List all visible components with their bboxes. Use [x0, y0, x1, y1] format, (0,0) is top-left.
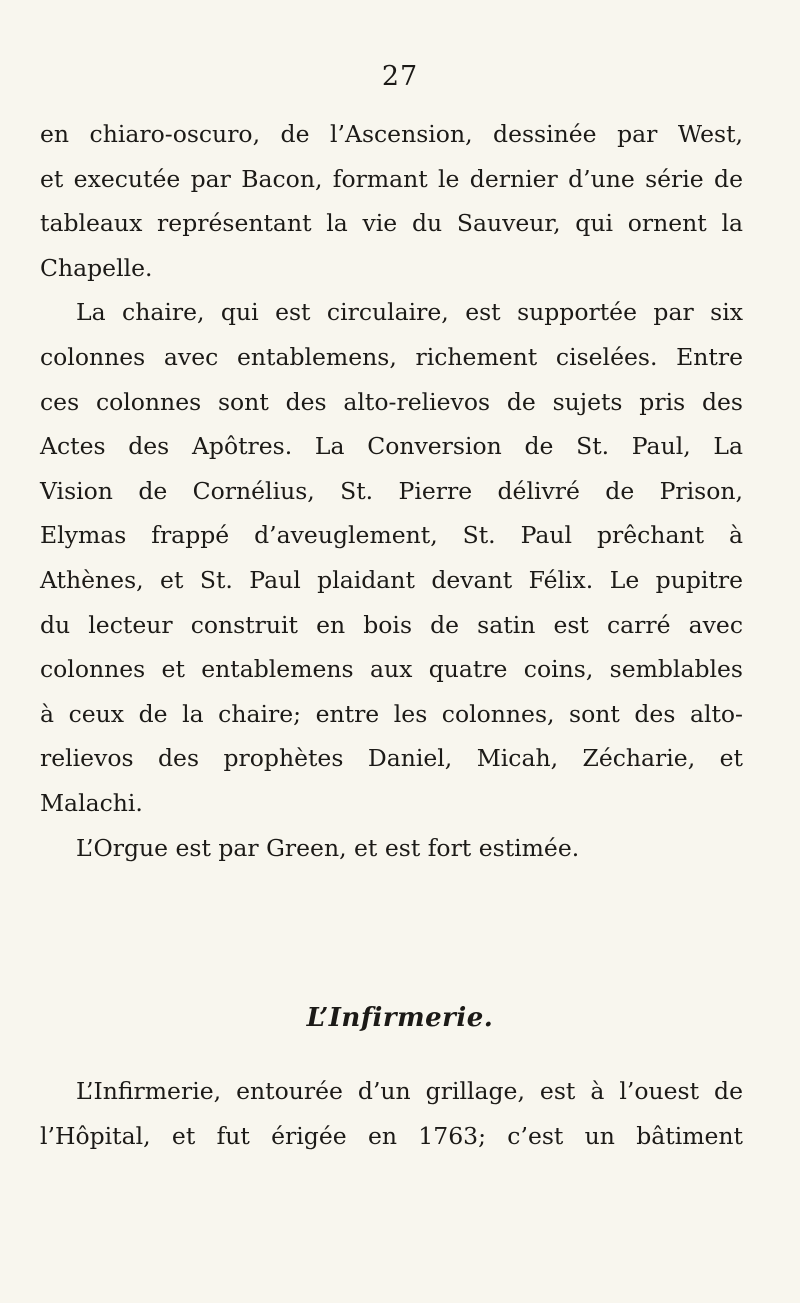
text-line: Chapelle. [40, 253, 153, 282]
text-line: à ceux de la chaire; entre les colonnes, sont des alto- [40, 699, 743, 728]
page-number: 27 [381, 61, 419, 92]
text-line: et executée par Bacon, formant le dernier d’une série de [40, 164, 743, 193]
text-line: tableaux représentant la vie du Sauveur, qui ornent la [40, 209, 743, 238]
paragraph-infirmerie [40, 1069, 743, 1158]
text-line: L’Orgue est par Green, et est fort estimée. [76, 833, 580, 862]
text-line: du lecteur construit en bois de satin est carré avec [40, 610, 743, 639]
text-line: Actes des Apôtres. La Conversion de St. Paul, La [40, 432, 743, 461]
text-line: L’Infirmerie, entourée d’un grillage, est à l’ouest de [76, 1077, 743, 1105]
section-heading: L’Infirmerie. [306, 1003, 494, 1033]
text-line: Vision de Cornélius, St. Pierre délivré de Prison, [40, 476, 743, 505]
text-line: l’Hôpital, et fut érigée en 1763; c’est un bâtiment [40, 1121, 743, 1150]
paragraph-1 [40, 112, 743, 870]
text-line: colonnes et entablemens aux quatre coins, semblables [40, 655, 743, 684]
text-line: en chiaro-oscuro, de l’Ascension, dessinée par West, [40, 120, 743, 148]
text-line: Malachi. [40, 788, 143, 817]
text-line: La chaire, qui est circulaire, est supportée par six [76, 298, 743, 327]
text-line: relievos des prophètes Daniel, Micah, Zécharie, et [40, 744, 743, 773]
text-line: Elymas frappé d’aveuglement, St. Paul prêchant à [40, 521, 743, 550]
text-line: Athènes, et St. Paul plaidant devant Félix. Le pupitre [40, 565, 743, 594]
text-line: colonnes avec entablemens, richement ciselées. Entre [40, 342, 743, 371]
text-line: ces colonnes sont des alto-relievos de sujets pris des [40, 387, 743, 416]
